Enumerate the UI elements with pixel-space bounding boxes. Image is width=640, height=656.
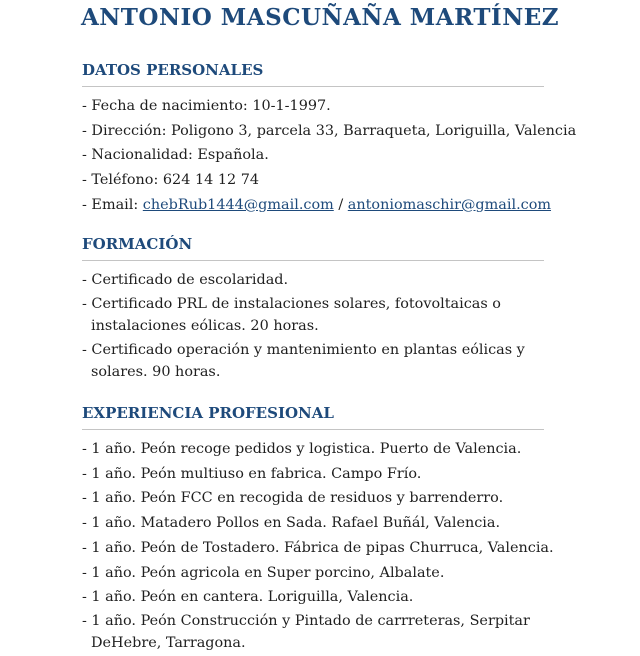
formacion-list [82, 268, 544, 383]
section-title-formacion: FORMACIÓN [82, 234, 544, 261]
address: - Dirección: Poligono 3, parcela 33, Barraqueta, Loriguilla, Valencia [82, 122, 577, 139]
section-title-datos: DATOS PERSONALES [82, 60, 544, 87]
list-item: - Certificado de escolaridad. [82, 272, 289, 288]
section-experiencia [82, 403, 554, 656]
list-item: - 1 año. Peón agricola en Super porcino, Albalate. [82, 564, 445, 581]
list-item: - 1 año. Matadero Pollos en Sada. Rafael Buñál, Valencia. [82, 515, 501, 532]
section-datos-personales [82, 60, 577, 218]
experiencia-list [82, 437, 554, 654]
section-title-experiencia: EXPERIENCIA PROFESIONAL [82, 403, 544, 430]
email-label: - Email: [82, 196, 143, 213]
list-item: - 1 año. Peón en cantera. Loriguilla, Valencia. [82, 589, 414, 606]
section-formacion [82, 234, 544, 385]
datos-list [82, 94, 577, 218]
list-item: - Certificado operación y mantenimiento en plantas eólicas y solares. 90 horas. [82, 341, 525, 380]
list-item: - Certificado PRL de instalaciones solares, fotovoltaicas o instalaciones eólicas. 20 horas. [82, 295, 501, 334]
email-separator: / [333, 196, 348, 213]
list-item: - 1 año. Peón Construcción y Pintado de carrreteras, Serpitar DeHebre, Tarragona. [82, 612, 530, 651]
email-link-1[interactable]: chebRub1444@gmail.com [142, 196, 334, 213]
list-item: - 1 año. Peón de Tostadero. Fábrica de pipas Churruca, Valencia. [82, 539, 554, 556]
candidate-name: ANTONIO MASCUÑAÑA MARTÍNEZ [80, 4, 560, 31]
nationality: - Nacionalidad: Española. [82, 147, 269, 164]
birth-date: - Fecha de nacimiento: 10-1-1997. [82, 98, 331, 114]
email-link-2[interactable]: antoniomaschir@gmail.com [347, 196, 552, 213]
phone: - Teléfono: 624 14 12 74 [82, 172, 260, 189]
email-line [82, 193, 552, 218]
list-item: - 1 año. Peón multiuso en fabrica. Campo Frío. [82, 465, 422, 482]
list-item: - 1 año. Peón FCC en recogida de residuos y barrenderro. [82, 490, 504, 507]
list-item: - 1 año. Peón recoge pedidos y logistica. Puerto de Valencia. [82, 441, 522, 457]
